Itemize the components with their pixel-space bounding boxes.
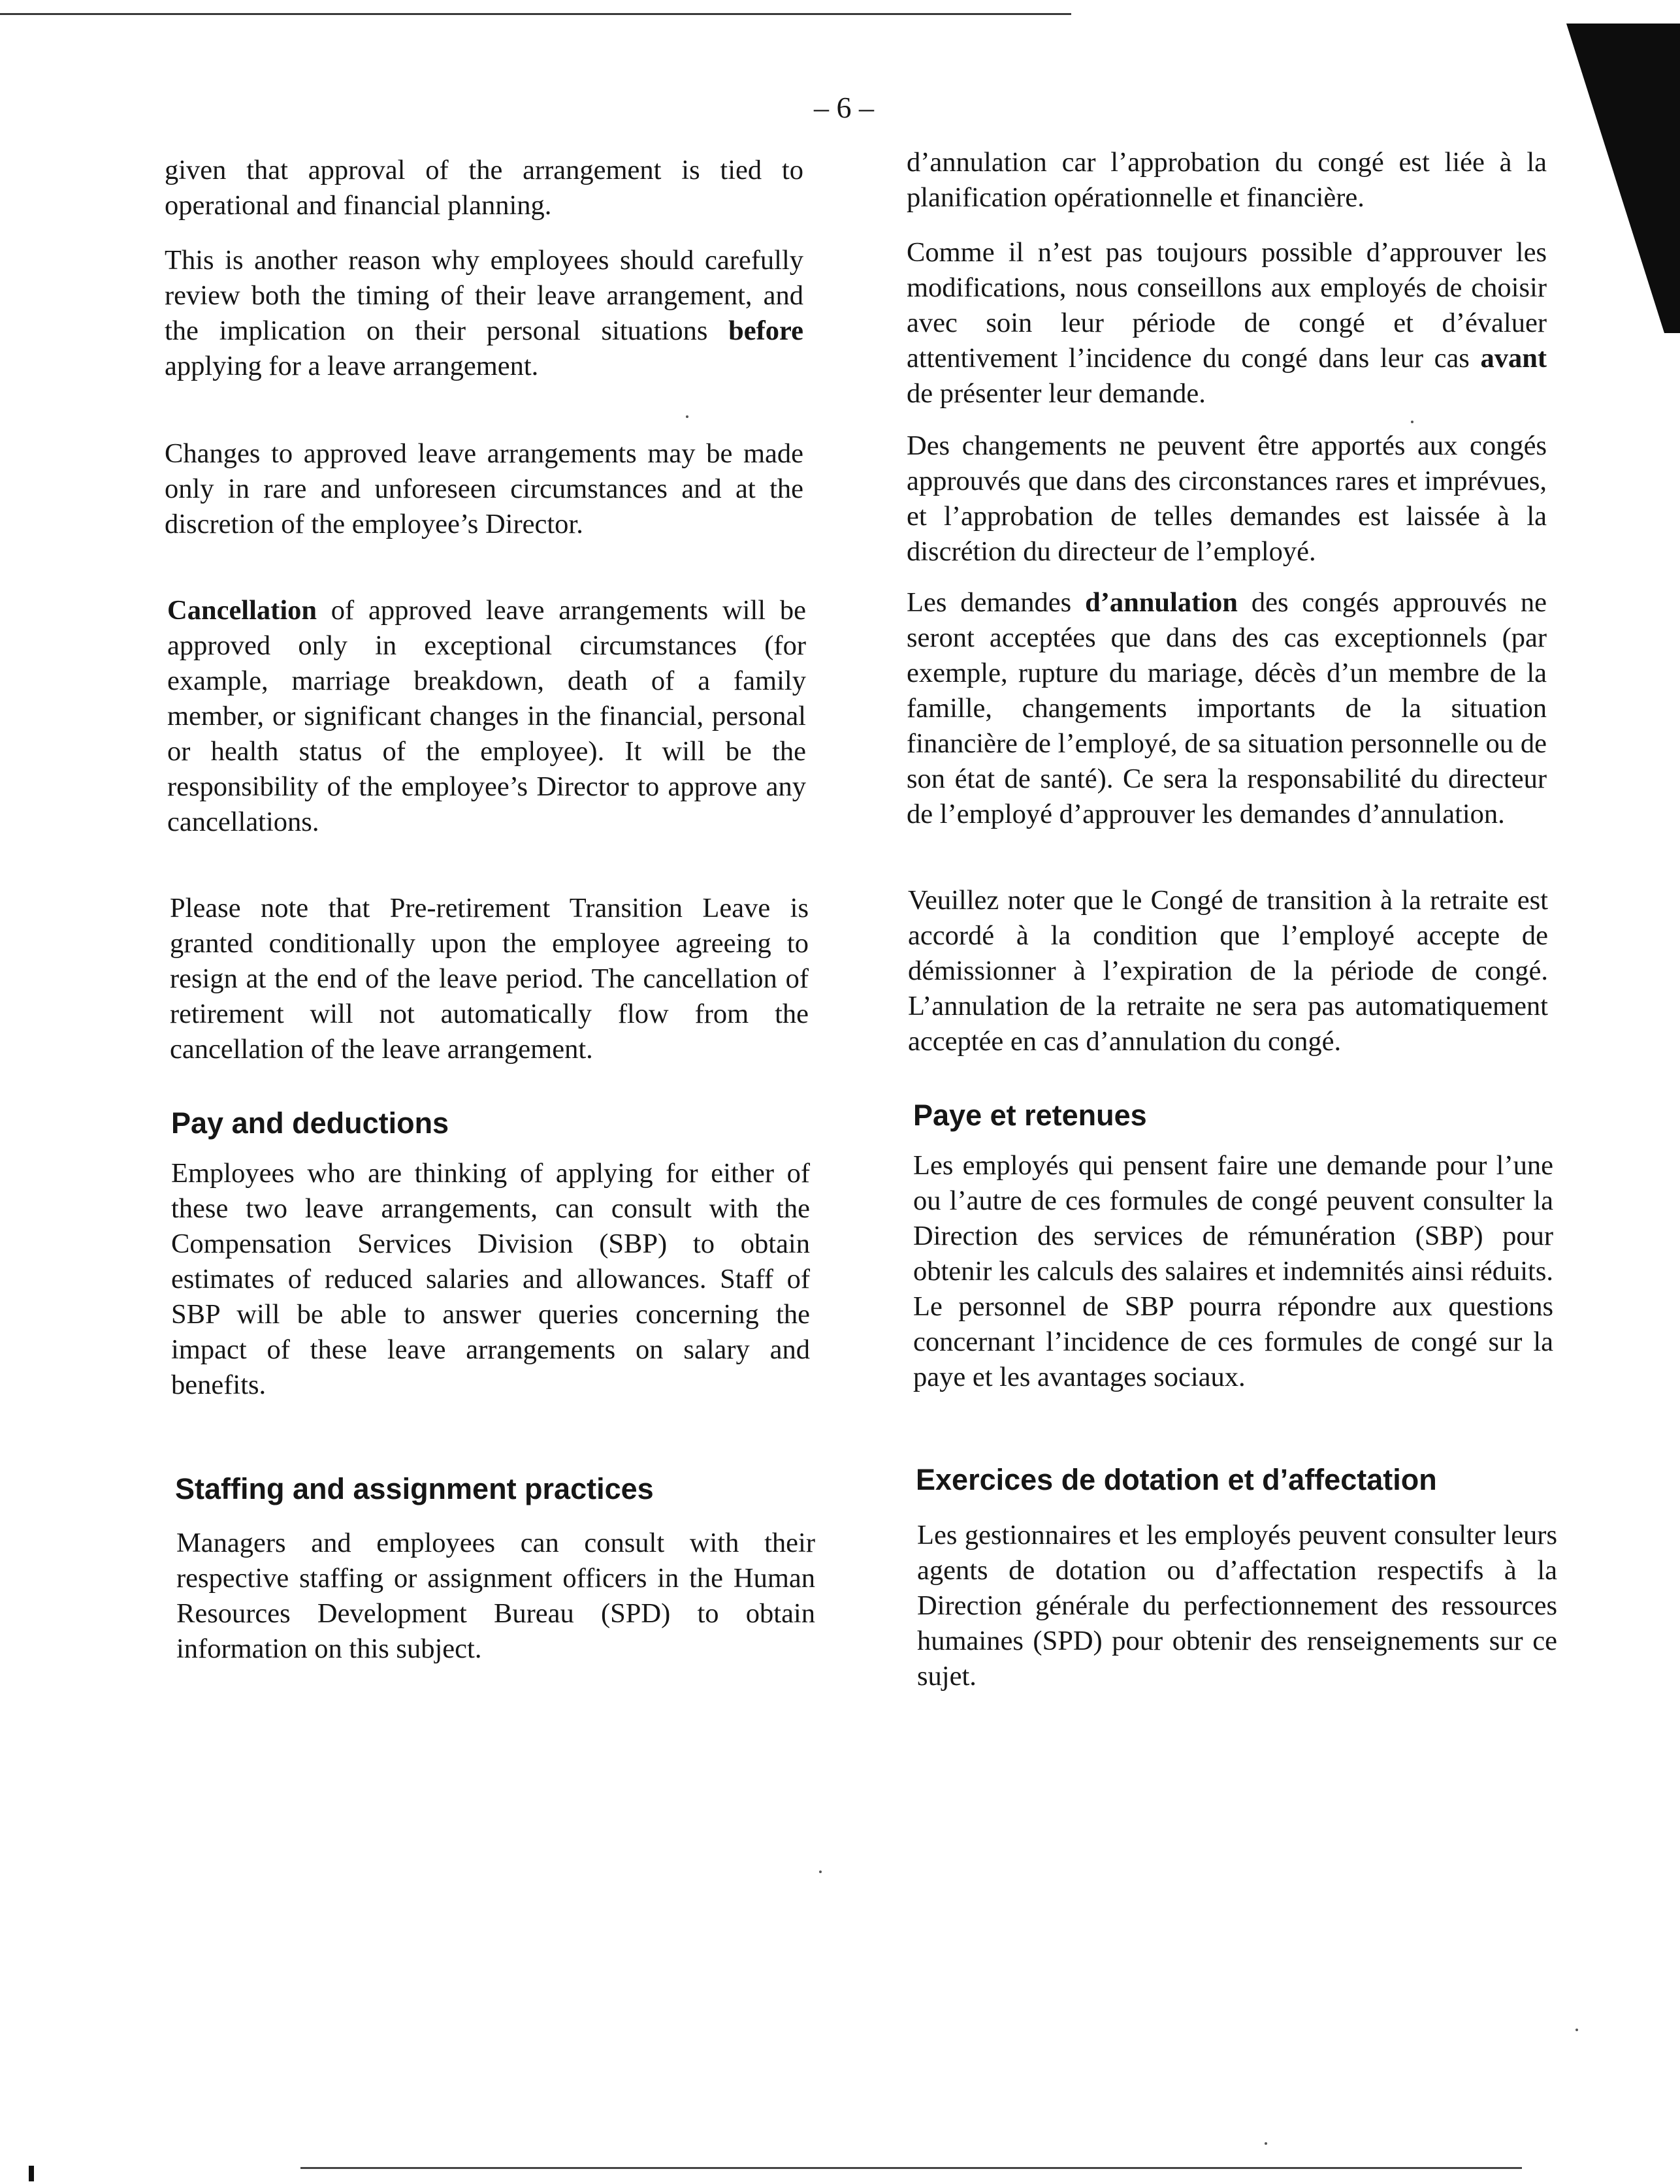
en-paragraph-pay: Employees who are thinking of applying for either of these two leave arrangements, can consult with the Compensation Services Division (SBP) to obtain estimates of reduced salaries and allowances. Staff of SBP will be able to answer queries concerning the impact of these leave arrangements on salary and benefits. xyxy=(171,1158,810,1400)
fr-paragraph-demandes: Les demandes d’annulation des congés approuvés ne seront acceptées que dans des cas exceptionnels (par exemple, rupture du mariage, décès d’un membre de la famille, changements importants de la situation financière de l’employé, de sa situation personnelle ou de son état de santé). Ce sera la responsabilité du directeur de l’employé d’approuver les demandes d’annulation. xyxy=(907,587,1547,829)
top-scan-rule xyxy=(0,13,1071,15)
bottom-scan-rule xyxy=(300,2167,1522,2169)
fr-paragraph-changements: Des changements ne peuvent être apportés aux congés approuvés que dans des circonstances rares et imprévues, et l’approbation de telles demandes est laissée à la discrétion du directeur de l’employé. xyxy=(907,430,1547,567)
fr-emphasis-annulation: d’annulation xyxy=(1085,587,1238,618)
en-paragraph-review: This is another reason why employees should carefully review both the timing of their leave arrangement, and the implication on their personal situations before applying for a leave arrangement. xyxy=(165,245,803,381)
page-number: – 6 – xyxy=(814,91,874,124)
fr-heading-dotation: Exercices de dotation et d’affectation xyxy=(916,1463,1437,1496)
fr-heading-paye: Paye et retenues xyxy=(913,1099,1147,1132)
scan-speck xyxy=(686,415,688,418)
en-emphasis-cancellation: Cancellation xyxy=(167,595,317,626)
bottom-edge-mark xyxy=(29,2166,34,2181)
scan-speck xyxy=(1411,421,1413,423)
en-paragraph-staffing: Managers and employees can consult with their respective staffing or assignment officers in the Human Resources Development Bureau (SPD) to obtain information on this subject. xyxy=(176,1528,815,1664)
fr-paragraph-gestionnaires: Les gestionnaires et les employés peuvent consulter leurs agents de dotation ou d’affectation respectifs à la Direction générale du perfectionnement des ressources humaines (SPD) pour obtenir des renseignements sur ce sujet. xyxy=(917,1520,1557,1692)
en-heading-pay: Pay and deductions xyxy=(171,1106,449,1140)
scan-speck xyxy=(819,1871,822,1873)
en-paragraph-cancellation: Cancellation of approved leave arrangements will be approved only in exceptional circumstances (for example, marriage breakdown, death of a family member, or significant changes in the financial, personal or health status of the employee). It will be the responsibility of the employee’s Director to approve any cancellations. xyxy=(167,595,806,837)
fr-emphasis-avant: avant xyxy=(1480,343,1547,374)
fr-paragraph-paye: Les employés qui pensent faire une demande pour l’une ou l’autre de ces formules de congé peuvent consulter la Direction des services de rémunération (SBP) pour obtenir les calculs des salaires et indemnités ainsi réduits. Le personnel de SBP pourra répondre aux questions concernant l’incidence de ces formules de congé sur la paye et les avantages sociaux. xyxy=(913,1150,1553,1392)
en-heading-staffing: Staffing and assignment practices xyxy=(175,1472,654,1505)
en-paragraph-changes: Changes to approved leave arrangements may be made only in rare and unforeseen circumstances and at the discretion of the employee’s Director. xyxy=(165,438,803,539)
scan-speck xyxy=(1575,2029,1578,2031)
corner-registration-mark xyxy=(1566,24,1680,333)
en-paragraph-approval: given that approval of the arrangement is tied to operational and financial planning. xyxy=(165,155,803,221)
fr-paragraph-annulation: d’annulation car l’approbation du congé est liée à la planification opérationnelle et financière. xyxy=(907,147,1547,213)
fr-paragraph-modifications: Comme il n’est pas toujours possible d’approuver les modifications, nous conseillons aux employés de choisir avec soin leur période de congé et d’évaluer attentivement l’incidence du congé dans leur cas avant de présenter leur demande. xyxy=(907,237,1547,409)
fr-paragraph-conge-transition: Veuillez noter que le Congé de transition à la retraite est accordé à la condition que l’employé accepte de démissionner à l’expiration de la période de congé. L’annulation de la retraite ne sera pas automatiquement acceptée en cas d’annulation du congé. xyxy=(908,885,1548,1057)
en-paragraph-pretirement: Please note that Pre-retirement Transition Leave is granted conditionally upon the employee agreeing to resign at the end of the leave period. The cancellation of retirement will not automatically flow from the cancellation of the leave arrangement. xyxy=(170,893,809,1065)
scan-speck xyxy=(1265,2142,1267,2145)
en-emphasis-before: before xyxy=(728,315,803,346)
